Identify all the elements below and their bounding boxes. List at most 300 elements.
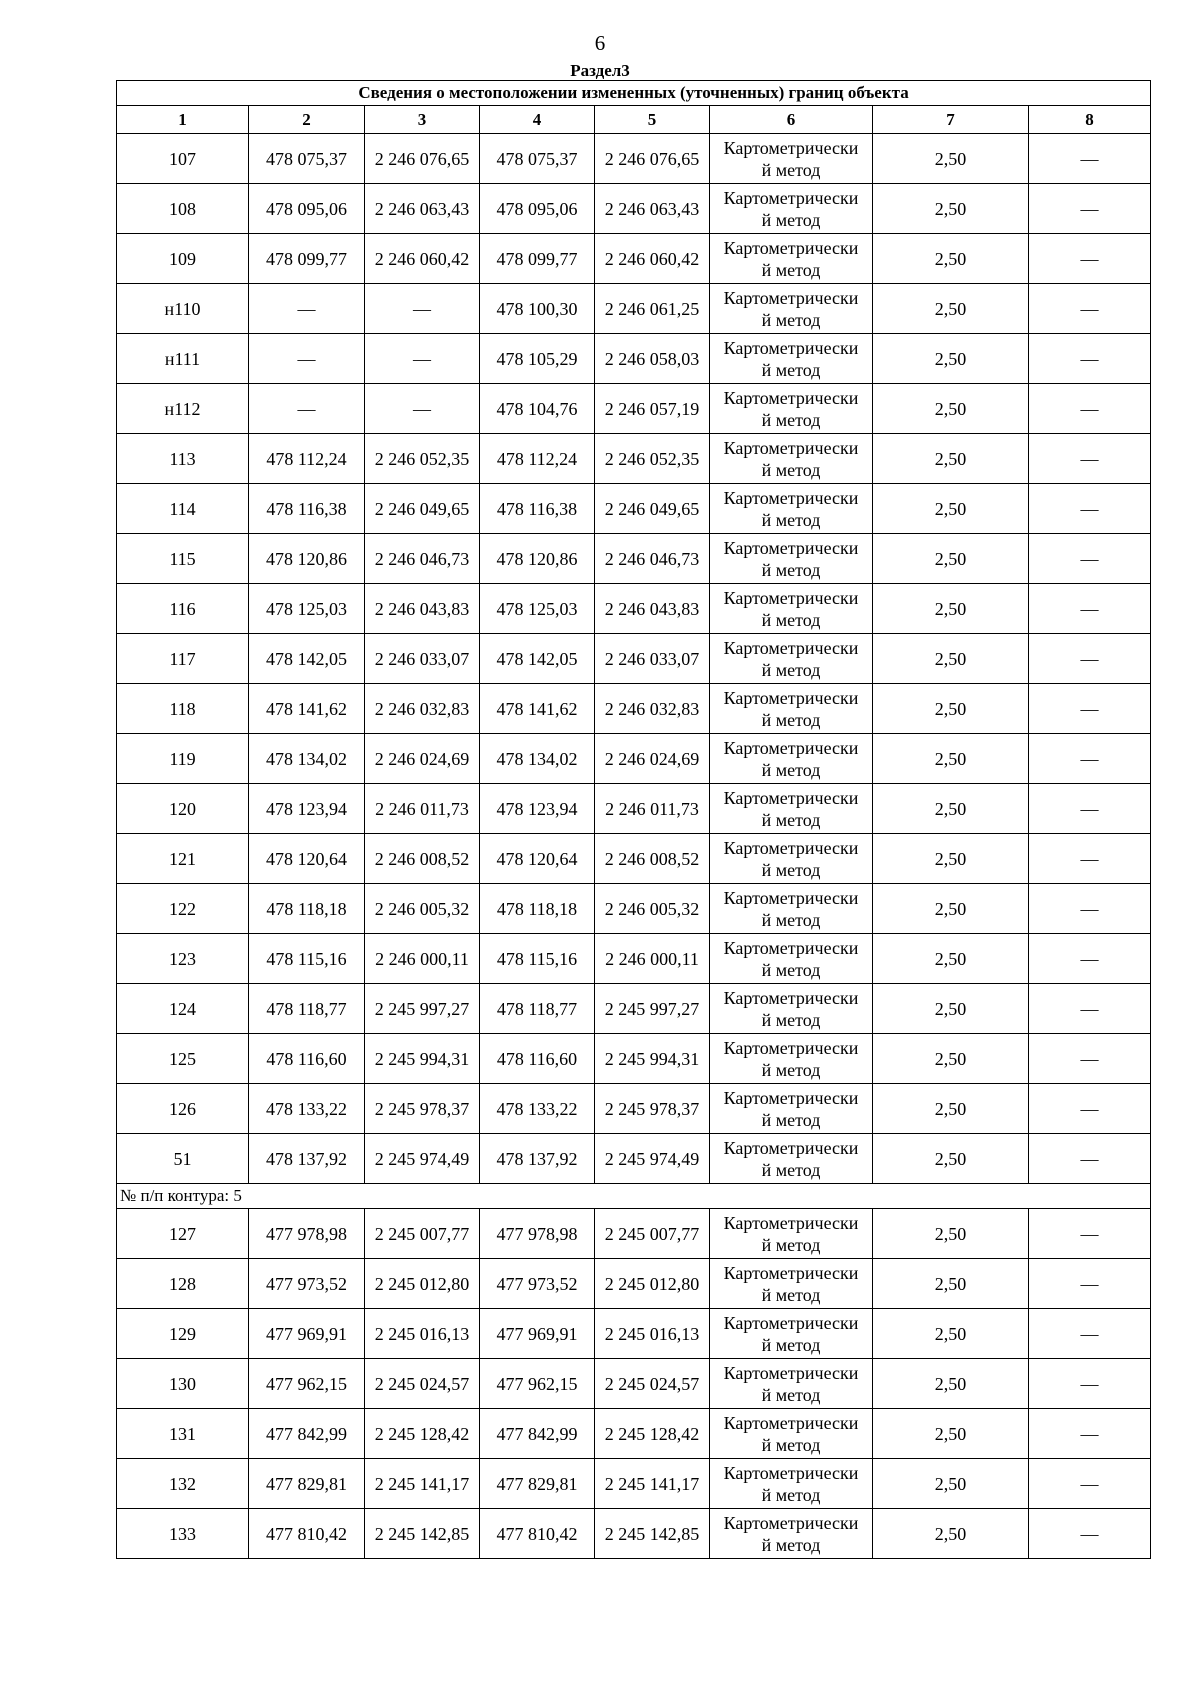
description-cell: — bbox=[1029, 1259, 1151, 1309]
x-new-cell: 478 075,37 bbox=[480, 134, 595, 184]
x-existing-cell: 478 116,60 bbox=[249, 1034, 365, 1084]
point-number-cell: 109 bbox=[117, 234, 249, 284]
method-line-1: Картометрически bbox=[723, 1037, 859, 1058]
error-cell: 2,50 bbox=[873, 1259, 1029, 1309]
point-number-cell: 115 bbox=[117, 534, 249, 584]
x-new-cell: 478 105,29 bbox=[480, 334, 595, 384]
description-cell: — bbox=[1029, 1034, 1151, 1084]
description-cell: — bbox=[1029, 934, 1151, 984]
method-line-2: й метод bbox=[761, 459, 821, 480]
x-new-cell: 478 137,92 bbox=[480, 1134, 595, 1184]
x-existing-cell: 478 141,62 bbox=[249, 684, 365, 734]
x-new-cell: 477 978,98 bbox=[480, 1209, 595, 1259]
page-number: 6 bbox=[594, 31, 606, 55]
description-cell: — bbox=[1029, 234, 1151, 284]
point-number-cell: 131 bbox=[117, 1409, 249, 1459]
y-existing-cell: 2 246 008,52 bbox=[365, 834, 480, 884]
x-existing-cell: 478 075,37 bbox=[249, 134, 365, 184]
description-cell: — bbox=[1029, 184, 1151, 234]
column-header-2: 2 bbox=[249, 106, 365, 134]
method-line-1: Картометрически bbox=[723, 1087, 859, 1108]
y-new-cell: 2 246 049,65 bbox=[595, 484, 710, 534]
table-row bbox=[117, 1459, 1151, 1509]
y-existing-cell: 2 245 024,57 bbox=[365, 1359, 480, 1409]
y-new-cell: 2 246 052,35 bbox=[595, 434, 710, 484]
method-cell bbox=[710, 384, 873, 434]
method-line-2: й метод bbox=[761, 709, 821, 730]
method-cell bbox=[710, 184, 873, 234]
y-existing-cell: 2 246 011,73 bbox=[365, 784, 480, 834]
description-cell: — bbox=[1029, 1409, 1151, 1459]
y-new-cell: 2 246 033,07 bbox=[595, 634, 710, 684]
table-row bbox=[117, 534, 1151, 584]
point-number-cell: 51 bbox=[117, 1134, 249, 1184]
method-cell bbox=[710, 334, 873, 384]
description-cell: — bbox=[1029, 684, 1151, 734]
method-line-2: й метод bbox=[761, 209, 821, 230]
error-cell: 2,50 bbox=[873, 384, 1029, 434]
x-new-cell: 478 116,60 bbox=[480, 1034, 595, 1084]
method-line-1: Картометрически bbox=[723, 737, 859, 758]
method-line-2: й метод bbox=[761, 759, 821, 780]
error-cell: 2,50 bbox=[873, 934, 1029, 984]
method-line-1: Картометрически bbox=[723, 1512, 859, 1533]
description-cell: — bbox=[1029, 834, 1151, 884]
x-new-cell: 478 142,05 bbox=[480, 634, 595, 684]
method-cell bbox=[710, 884, 873, 934]
description-cell: — bbox=[1029, 1309, 1151, 1359]
table-row bbox=[117, 1509, 1151, 1559]
y-existing-cell: 2 245 994,31 bbox=[365, 1034, 480, 1084]
error-cell: 2,50 bbox=[873, 834, 1029, 884]
table-row bbox=[117, 1084, 1151, 1134]
y-new-cell: 2 245 978,37 bbox=[595, 1084, 710, 1134]
method-cell bbox=[710, 234, 873, 284]
x-new-cell: 477 973,52 bbox=[480, 1259, 595, 1309]
method-cell bbox=[710, 1259, 873, 1309]
method-cell bbox=[710, 1459, 873, 1509]
x-new-cell: 478 120,86 bbox=[480, 534, 595, 584]
point-number-cell: 107 bbox=[117, 134, 249, 184]
y-new-cell: 2 246 032,83 bbox=[595, 684, 710, 734]
method-line-1: Картометрически bbox=[723, 637, 859, 658]
boundary-table bbox=[116, 80, 1151, 1559]
description-cell: — bbox=[1029, 534, 1151, 584]
x-existing-cell: 478 134,02 bbox=[249, 734, 365, 784]
method-line-2: й метод bbox=[761, 309, 821, 330]
description-cell: — bbox=[1029, 734, 1151, 784]
point-number-cell: 121 bbox=[117, 834, 249, 884]
table-row bbox=[117, 134, 1151, 184]
y-existing-cell: 2 246 046,73 bbox=[365, 534, 480, 584]
method-line-2: й метод bbox=[761, 159, 821, 180]
x-existing-cell: 477 842,99 bbox=[249, 1409, 365, 1459]
x-existing-cell: — bbox=[249, 384, 365, 434]
method-line-2: й метод bbox=[761, 559, 821, 580]
method-line-1: Картометрически bbox=[723, 1212, 859, 1233]
point-number-cell: 116 bbox=[117, 584, 249, 634]
description-cell: — bbox=[1029, 484, 1151, 534]
x-existing-cell: 478 123,94 bbox=[249, 784, 365, 834]
error-cell: 2,50 bbox=[873, 634, 1029, 684]
method-cell bbox=[710, 784, 873, 834]
description-cell: — bbox=[1029, 884, 1151, 934]
x-new-cell: 478 118,18 bbox=[480, 884, 595, 934]
error-cell: 2,50 bbox=[873, 884, 1029, 934]
method-line-1: Картометрически bbox=[723, 337, 859, 358]
y-existing-cell: 2 246 005,32 bbox=[365, 884, 480, 934]
x-new-cell: 478 118,77 bbox=[480, 984, 595, 1034]
table-row bbox=[117, 334, 1151, 384]
error-cell: 2,50 bbox=[873, 1409, 1029, 1459]
y-new-cell: 2 245 994,31 bbox=[595, 1034, 710, 1084]
table-row bbox=[117, 1409, 1151, 1459]
error-cell: 2,50 bbox=[873, 1309, 1029, 1359]
error-cell: 2,50 bbox=[873, 134, 1029, 184]
description-cell: — bbox=[1029, 1459, 1151, 1509]
error-cell: 2,50 bbox=[873, 584, 1029, 634]
method-line-1: Картометрически bbox=[723, 987, 859, 1008]
column-header-7: 7 bbox=[873, 106, 1029, 134]
method-line-1: Картометрически bbox=[723, 1462, 859, 1483]
x-new-cell: 477 829,81 bbox=[480, 1459, 595, 1509]
method-line-2: й метод bbox=[761, 1484, 821, 1505]
method-cell bbox=[710, 1359, 873, 1409]
y-new-cell: 2 246 061,25 bbox=[595, 284, 710, 334]
table-row bbox=[117, 1034, 1151, 1084]
table-row bbox=[117, 834, 1151, 884]
y-existing-cell: 2 245 016,13 bbox=[365, 1309, 480, 1359]
contour-row bbox=[117, 1184, 1151, 1209]
x-new-cell: 478 125,03 bbox=[480, 584, 595, 634]
method-line-2: й метод bbox=[761, 1434, 821, 1455]
description-cell: — bbox=[1029, 1084, 1151, 1134]
method-cell bbox=[710, 934, 873, 984]
x-existing-cell: 478 118,18 bbox=[249, 884, 365, 934]
method-line-2: й метод bbox=[761, 959, 821, 980]
point-number-cell: 124 bbox=[117, 984, 249, 1034]
x-new-cell: 477 810,42 bbox=[480, 1509, 595, 1559]
method-line-2: й метод bbox=[761, 1534, 821, 1555]
point-number-cell: н111 bbox=[117, 334, 249, 384]
method-line-2: й метод bbox=[761, 809, 821, 830]
error-cell: 2,50 bbox=[873, 984, 1029, 1034]
y-new-cell: 2 245 997,27 bbox=[595, 984, 710, 1034]
y-new-cell: 2 245 128,42 bbox=[595, 1409, 710, 1459]
x-new-cell: 478 100,30 bbox=[480, 284, 595, 334]
y-new-cell: 2 245 974,49 bbox=[595, 1134, 710, 1184]
error-cell: 2,50 bbox=[873, 334, 1029, 384]
x-existing-cell: 478 125,03 bbox=[249, 584, 365, 634]
point-number-cell: 114 bbox=[117, 484, 249, 534]
method-cell bbox=[710, 484, 873, 534]
method-line-2: й метод bbox=[761, 609, 821, 630]
table-row bbox=[117, 584, 1151, 634]
method-line-1: Картометрически bbox=[723, 537, 859, 558]
column-header-3: 3 bbox=[365, 106, 480, 134]
point-number-cell: н110 bbox=[117, 284, 249, 334]
y-existing-cell: 2 246 063,43 bbox=[365, 184, 480, 234]
description-cell: — bbox=[1029, 984, 1151, 1034]
error-cell: 2,50 bbox=[873, 234, 1029, 284]
table-row bbox=[117, 884, 1151, 934]
table-row bbox=[117, 634, 1151, 684]
error-cell: 2,50 bbox=[873, 1359, 1029, 1409]
error-cell: 2,50 bbox=[873, 784, 1029, 834]
method-line-2: й метод bbox=[761, 1059, 821, 1080]
column-header-1: 1 bbox=[117, 106, 249, 134]
error-cell: 2,50 bbox=[873, 734, 1029, 784]
y-existing-cell: 2 245 978,37 bbox=[365, 1084, 480, 1134]
method-line-1: Картометрически bbox=[723, 687, 859, 708]
description-cell: — bbox=[1029, 284, 1151, 334]
table-row bbox=[117, 734, 1151, 784]
method-line-2: й метод bbox=[761, 1109, 821, 1130]
table-row bbox=[117, 434, 1151, 484]
x-new-cell: 478 123,94 bbox=[480, 784, 595, 834]
method-line-2: й метод bbox=[761, 509, 821, 530]
method-line-1: Картометрически bbox=[723, 1312, 859, 1333]
table-row bbox=[117, 784, 1151, 834]
x-existing-cell: 478 099,77 bbox=[249, 234, 365, 284]
method-cell bbox=[710, 1309, 873, 1359]
method-line-1: Картометрически bbox=[723, 237, 859, 258]
x-new-cell: 477 962,15 bbox=[480, 1359, 595, 1409]
x-existing-cell: 478 095,06 bbox=[249, 184, 365, 234]
y-existing-cell: 2 245 142,85 bbox=[365, 1509, 480, 1559]
x-existing-cell: 477 829,81 bbox=[249, 1459, 365, 1509]
point-number-cell: 129 bbox=[117, 1309, 249, 1359]
column-header-5: 5 bbox=[595, 106, 710, 134]
y-existing-cell: 2 246 000,11 bbox=[365, 934, 480, 984]
y-existing-cell: 2 246 024,69 bbox=[365, 734, 480, 784]
y-new-cell: 2 246 046,73 bbox=[595, 534, 710, 584]
y-new-cell: 2 246 000,11 bbox=[595, 934, 710, 984]
y-existing-cell: 2 246 049,65 bbox=[365, 484, 480, 534]
method-cell bbox=[710, 634, 873, 684]
x-existing-cell: 477 978,98 bbox=[249, 1209, 365, 1259]
y-existing-cell: 2 245 012,80 bbox=[365, 1259, 480, 1309]
column-header-6: 6 bbox=[710, 106, 873, 134]
method-cell bbox=[710, 1409, 873, 1459]
method-cell bbox=[710, 1084, 873, 1134]
y-existing-cell: 2 246 060,42 bbox=[365, 234, 480, 284]
table-row bbox=[117, 384, 1151, 434]
y-new-cell: 2 245 007,77 bbox=[595, 1209, 710, 1259]
method-line-1: Картометрически bbox=[723, 887, 859, 908]
x-existing-cell: 478 142,05 bbox=[249, 634, 365, 684]
y-existing-cell: 2 245 997,27 bbox=[365, 984, 480, 1034]
point-number-cell: 133 bbox=[117, 1509, 249, 1559]
method-line-1: Картометрически bbox=[723, 287, 859, 308]
y-new-cell: 2 246 060,42 bbox=[595, 234, 710, 284]
method-cell bbox=[710, 1509, 873, 1559]
x-new-cell: 478 115,16 bbox=[480, 934, 595, 984]
description-cell: — bbox=[1029, 334, 1151, 384]
method-line-1: Картометрически bbox=[723, 1412, 859, 1433]
x-new-cell: 478 120,64 bbox=[480, 834, 595, 884]
method-line-2: й метод bbox=[761, 359, 821, 380]
x-existing-cell: 477 810,42 bbox=[249, 1509, 365, 1559]
error-cell: 2,50 bbox=[873, 1209, 1029, 1259]
table-row bbox=[117, 1259, 1151, 1309]
y-existing-cell: 2 246 052,35 bbox=[365, 434, 480, 484]
description-cell: — bbox=[1029, 1209, 1151, 1259]
point-number-cell: 128 bbox=[117, 1259, 249, 1309]
error-cell: 2,50 bbox=[873, 1034, 1029, 1084]
y-existing-cell: 2 246 076,65 bbox=[365, 134, 480, 184]
y-new-cell: 2 246 057,19 bbox=[595, 384, 710, 434]
x-new-cell: 478 095,06 bbox=[480, 184, 595, 234]
error-cell: 2,50 bbox=[873, 1459, 1029, 1509]
x-new-cell: 478 134,02 bbox=[480, 734, 595, 784]
description-cell: — bbox=[1029, 784, 1151, 834]
x-new-cell: 477 842,99 bbox=[480, 1409, 595, 1459]
method-line-1: Картометрически bbox=[723, 387, 859, 408]
method-cell bbox=[710, 134, 873, 184]
x-new-cell: 477 969,91 bbox=[480, 1309, 595, 1359]
x-existing-cell: 477 969,91 bbox=[249, 1309, 365, 1359]
method-cell bbox=[710, 284, 873, 334]
description-cell: — bbox=[1029, 1509, 1151, 1559]
method-line-2: й метод bbox=[761, 259, 821, 280]
method-cell bbox=[710, 434, 873, 484]
y-new-cell: 2 246 063,43 bbox=[595, 184, 710, 234]
point-number-cell: 119 bbox=[117, 734, 249, 784]
table-row bbox=[117, 684, 1151, 734]
description-cell: — bbox=[1029, 1134, 1151, 1184]
y-existing-cell: 2 246 043,83 bbox=[365, 584, 480, 634]
error-cell: 2,50 bbox=[873, 1509, 1029, 1559]
x-new-cell: 478 116,38 bbox=[480, 484, 595, 534]
column-number-header-row bbox=[117, 106, 1151, 134]
method-cell bbox=[710, 1209, 873, 1259]
y-new-cell: 2 245 142,85 bbox=[595, 1509, 710, 1559]
method-line-2: й метод bbox=[761, 1009, 821, 1030]
x-new-cell: 478 141,62 bbox=[480, 684, 595, 734]
error-cell: 2,50 bbox=[873, 1084, 1029, 1134]
y-new-cell: 2 245 024,57 bbox=[595, 1359, 710, 1409]
method-line-1: Картометрически bbox=[723, 937, 859, 958]
table-caption: Сведения о местоположении измененных (уточненных) границ объекта bbox=[117, 81, 1151, 106]
method-line-1: Картометрически bbox=[723, 1362, 859, 1383]
x-existing-cell: 478 133,22 bbox=[249, 1084, 365, 1134]
point-number-cell: 127 bbox=[117, 1209, 249, 1259]
y-existing-cell: — bbox=[365, 334, 480, 384]
point-number-cell: 118 bbox=[117, 684, 249, 734]
method-cell bbox=[710, 734, 873, 784]
table-body bbox=[117, 134, 1151, 1559]
x-existing-cell: 478 137,92 bbox=[249, 1134, 365, 1184]
method-cell bbox=[710, 1134, 873, 1184]
method-line-1: Картометрически bbox=[723, 587, 859, 608]
y-new-cell: 2 246 024,69 bbox=[595, 734, 710, 784]
point-number-cell: 117 bbox=[117, 634, 249, 684]
table-row bbox=[117, 484, 1151, 534]
method-cell bbox=[710, 984, 873, 1034]
point-number-cell: 120 bbox=[117, 784, 249, 834]
method-line-1: Картометрически bbox=[723, 837, 859, 858]
column-header-4: 4 bbox=[480, 106, 595, 134]
column-header-8: 8 bbox=[1029, 106, 1151, 134]
table-row bbox=[117, 1309, 1151, 1359]
description-cell: — bbox=[1029, 1359, 1151, 1409]
y-existing-cell: 2 245 128,42 bbox=[365, 1409, 480, 1459]
y-new-cell: 2 245 141,17 bbox=[595, 1459, 710, 1509]
table-row bbox=[117, 984, 1151, 1034]
y-new-cell: 2 246 076,65 bbox=[595, 134, 710, 184]
error-cell: 2,50 bbox=[873, 684, 1029, 734]
method-line-2: й метод bbox=[761, 909, 821, 930]
x-existing-cell: — bbox=[249, 334, 365, 384]
method-line-2: й метод bbox=[761, 1334, 821, 1355]
y-existing-cell: 2 245 141,17 bbox=[365, 1459, 480, 1509]
description-cell: — bbox=[1029, 584, 1151, 634]
x-existing-cell: 478 120,86 bbox=[249, 534, 365, 584]
table-row bbox=[117, 1209, 1151, 1259]
y-new-cell: 2 246 005,32 bbox=[595, 884, 710, 934]
x-existing-cell: 478 116,38 bbox=[249, 484, 365, 534]
error-cell: 2,50 bbox=[873, 284, 1029, 334]
x-existing-cell: 478 118,77 bbox=[249, 984, 365, 1034]
error-cell: 2,50 bbox=[873, 184, 1029, 234]
y-new-cell: 2 246 043,83 bbox=[595, 584, 710, 634]
x-new-cell: 478 133,22 bbox=[480, 1084, 595, 1134]
x-new-cell: 478 104,76 bbox=[480, 384, 595, 434]
x-existing-cell: 478 120,64 bbox=[249, 834, 365, 884]
method-line-2: й метод bbox=[761, 1284, 821, 1305]
error-cell: 2,50 bbox=[873, 484, 1029, 534]
point-number-cell: 122 bbox=[117, 884, 249, 934]
method-line-2: й метод bbox=[761, 859, 821, 880]
description-cell: — bbox=[1029, 434, 1151, 484]
table-row bbox=[117, 184, 1151, 234]
method-line-1: Картометрически bbox=[723, 437, 859, 458]
point-number-cell: 123 bbox=[117, 934, 249, 984]
method-line-1: Картометрически bbox=[723, 137, 859, 158]
error-cell: 2,50 bbox=[873, 1134, 1029, 1184]
method-line-1: Картометрически bbox=[723, 187, 859, 208]
method-cell bbox=[710, 684, 873, 734]
contour-label: № п/п контура: 5 bbox=[117, 1184, 1151, 1209]
point-number-cell: 130 bbox=[117, 1359, 249, 1409]
table-row bbox=[117, 284, 1151, 334]
y-existing-cell: 2 246 033,07 bbox=[365, 634, 480, 684]
description-cell: — bbox=[1029, 634, 1151, 684]
point-number-cell: 126 bbox=[117, 1084, 249, 1134]
y-existing-cell: 2 246 032,83 bbox=[365, 684, 480, 734]
point-number-cell: 113 bbox=[117, 434, 249, 484]
point-number-cell: 125 bbox=[117, 1034, 249, 1084]
x-existing-cell: 477 973,52 bbox=[249, 1259, 365, 1309]
x-existing-cell: 477 962,15 bbox=[249, 1359, 365, 1409]
point-number-cell: н112 bbox=[117, 384, 249, 434]
y-new-cell: 2 246 008,52 bbox=[595, 834, 710, 884]
y-new-cell: 2 245 012,80 bbox=[595, 1259, 710, 1309]
method-line-1: Картометрически bbox=[723, 487, 859, 508]
method-cell bbox=[710, 834, 873, 884]
method-line-1: Картометрически bbox=[723, 787, 859, 808]
error-cell: 2,50 bbox=[873, 534, 1029, 584]
table-row bbox=[117, 1359, 1151, 1409]
method-cell bbox=[710, 584, 873, 634]
point-number-cell: 108 bbox=[117, 184, 249, 234]
y-existing-cell: 2 245 974,49 bbox=[365, 1134, 480, 1184]
table-row bbox=[117, 234, 1151, 284]
method-line-2: й метод bbox=[761, 659, 821, 680]
x-new-cell: 478 112,24 bbox=[480, 434, 595, 484]
x-new-cell: 478 099,77 bbox=[480, 234, 595, 284]
